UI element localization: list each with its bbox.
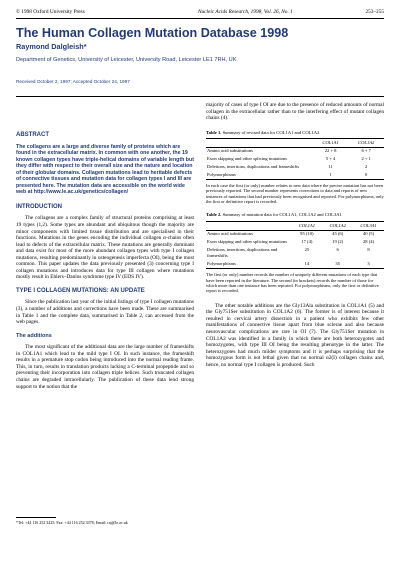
additions-heading: The additions — [16, 332, 52, 339]
table-row: Deletions, insertions, duplications and frameshifts 25 6 8 — [207, 246, 370, 259]
abstract-heading: ABSTRACT — [16, 132, 49, 138]
table-row: Deletions, insertions, duplications and frameshifts 11 2 — [207, 163, 368, 169]
title-rule — [16, 96, 384, 97]
table-2 — [206, 212, 384, 293]
table1-col-header: COL1A2 — [358, 139, 375, 145]
author-affiliation: Department of Genetics, University of Leicester, University Road, Leicester LE1 7RH, UK — [16, 57, 237, 63]
received-dates: Received October 2, 1997; Accepted October 24, 1997 — [16, 79, 130, 84]
table2-col-header: COL1A2 — [329, 222, 346, 228]
author-name: Raymond Dalgleish* — [16, 42, 87, 51]
type1-update-text: Since the publication last year of the initial listings of type I collagen mutations (3), a number of additions and corrections have been made. These are summarised in Table 1 and the complete data, summarised in Table 2, can accessed from the web pages. — [16, 299, 194, 326]
header-rule — [16, 18, 384, 19]
table-row: Amino acid substitutions 22 + 8 6 + 7 — [206, 147, 384, 155]
abstract-text: The collagens are a large and diverse family of proteins which are found in the extracellular matrix. In common with one another, the 19 known collagen types have triple-helical domains of variable length but they differ with respect to their overall size and the nature and location of their globular domains. Collagen mutations lead to heritable defects of connective tissues and mutation data for collagen types I and III are presented here. The mutation data are accessible on the world wide web at http://www.le.ac.uk/genetics/collagen/ — [16, 143, 194, 196]
table1-footnote: In each case the first (or only) number relates to new data where the precise mutation has not been previously reported. The second number represents corrections to data and reports of new instances of mutations that had previously been recognised and reported. For polymorphisms, only the first or definitive report is recorded. — [206, 182, 384, 205]
footnote-rule — [16, 517, 56, 518]
introduction-heading: INTRODUCTION — [16, 203, 62, 210]
table1-grid — [206, 138, 384, 180]
table2-col-header: COL3A1 — [360, 222, 377, 228]
journal-citation: Nucleic Acids Research, 1998, Vol. 26, No. 1 — [198, 9, 293, 15]
table-row: Polymorphisms 1 0 — [206, 171, 384, 179]
table-1 — [206, 130, 384, 205]
article-title: The Human Collagen Mutation Database 1998 — [16, 26, 289, 40]
table-row: Exon skipping and other splicing mutations 5 + 4 2 + 1 — [207, 156, 371, 162]
type1-update-heading: TYPE I COLLAGEN MUTATIONS: AN UPDATE — [16, 287, 145, 294]
table2-col-header: COL1A1 — [298, 222, 316, 228]
table2-caption: Table 2. Summary of mutation data for COL1A1, COL1A2 and COL3A1 — [206, 212, 342, 218]
table1-col-header: COL1A1 — [322, 139, 339, 145]
right-body-text: The other notable additions are the Gly13Ala substitution in COL1A1 (5) and the Gly751Ser substitution in COL1A2 (6). The former is of interest because it resulted in cervical artery dissection in a patient who exhibits few other manifestations of connective tissue apart from blue sclerae and also because neurovascular complications are rare in OI (7). The Gly751Ser mutation in COL1A2 was identified in a family in which there are both heterozygotes and homozygotes, with type III OI being the resulting phenotype in the latter. The heterozygotes had much milder symptoms and it is perhaps surprising that the homozygous form is not lethal given that no normal α2(I) collagen chains and, hence, no normal type I collagen is produced. Such — [206, 302, 384, 368]
additions-text: The most significant of the additional data are the large number of frameshifts in COL1A1 which lead to the mild type I OI. In such instance, the frameshift results in a premature stop codon being introduced into the normal reading frame. This, in turn, results in translation products lacking a C-terminal propeptide and so preventing their incorporation into collagen triple helices. Such truncated collagen chains are degraded intracellularly. The publication of these data lend strong support to the notion that the — [16, 344, 194, 390]
copyright-notice: © 1998 Oxford University Press — [16, 9, 85, 15]
table-row: Polymorphisms 14 35 3 — [206, 260, 384, 268]
page-range: 253–255 — [365, 9, 384, 15]
table2-grid — [206, 221, 384, 269]
right-intro-text: majority of cases of type I OI are due to the presence of reduced amounts of normal collagen in the extracellular rather than to the interfering effect of mutant collagen chains (4). — [206, 102, 384, 122]
table1-header-row — [206, 139, 384, 148]
table-row: Amino acid substitutions 95 (10) 45 (6) 40 (5) — [206, 230, 384, 238]
left-column — [16, 132, 194, 390]
table-row: Exon skipping and other splicing mutations 17 (4) 19 (2) 28 (4) — [207, 239, 375, 244]
table2-header-row — [206, 221, 384, 230]
introduction-text: The collagens are a complex family of structural proteins comprising at least 19 types (1,2). Some types are abundant and ubiquitous though the majority are minor components with limited tissue distribution and are specialised in their functions. Mutations in the genes encoding the individual collagen α-chains often lead to defects of the extracellular matrix. These mutations are generally dominant and data exist for most of the more abundant collagen types with type I collagen mutations, resulting predominantly in osteogenesis imperfecta (OI), being the most common. This paper updates the data previously presented (3) concerning type I collagen mutations and introduces data for type III collagen where mutations mostly result in Ehlers–Danlos syndrome type IV (EDS IV). — [16, 215, 194, 281]
author-footnote: *Tel: +44 116 252 3425; Fax: +44 116 252 3378; Email: raj@le.ac.uk — [16, 520, 128, 525]
right-column — [206, 102, 384, 368]
table2-footnote: The first (or only) number records the number of uniquely different mutations of each type that have been reported in the literature. The second (in brackets) records the number of those for which more than one instance has been reported. For polymorphisms, only the first or definitive report is recorded. — [206, 272, 379, 294]
table1-caption: Table 1. Summary of revised data for COL1A1 and COL1A2 — [206, 129, 320, 135]
